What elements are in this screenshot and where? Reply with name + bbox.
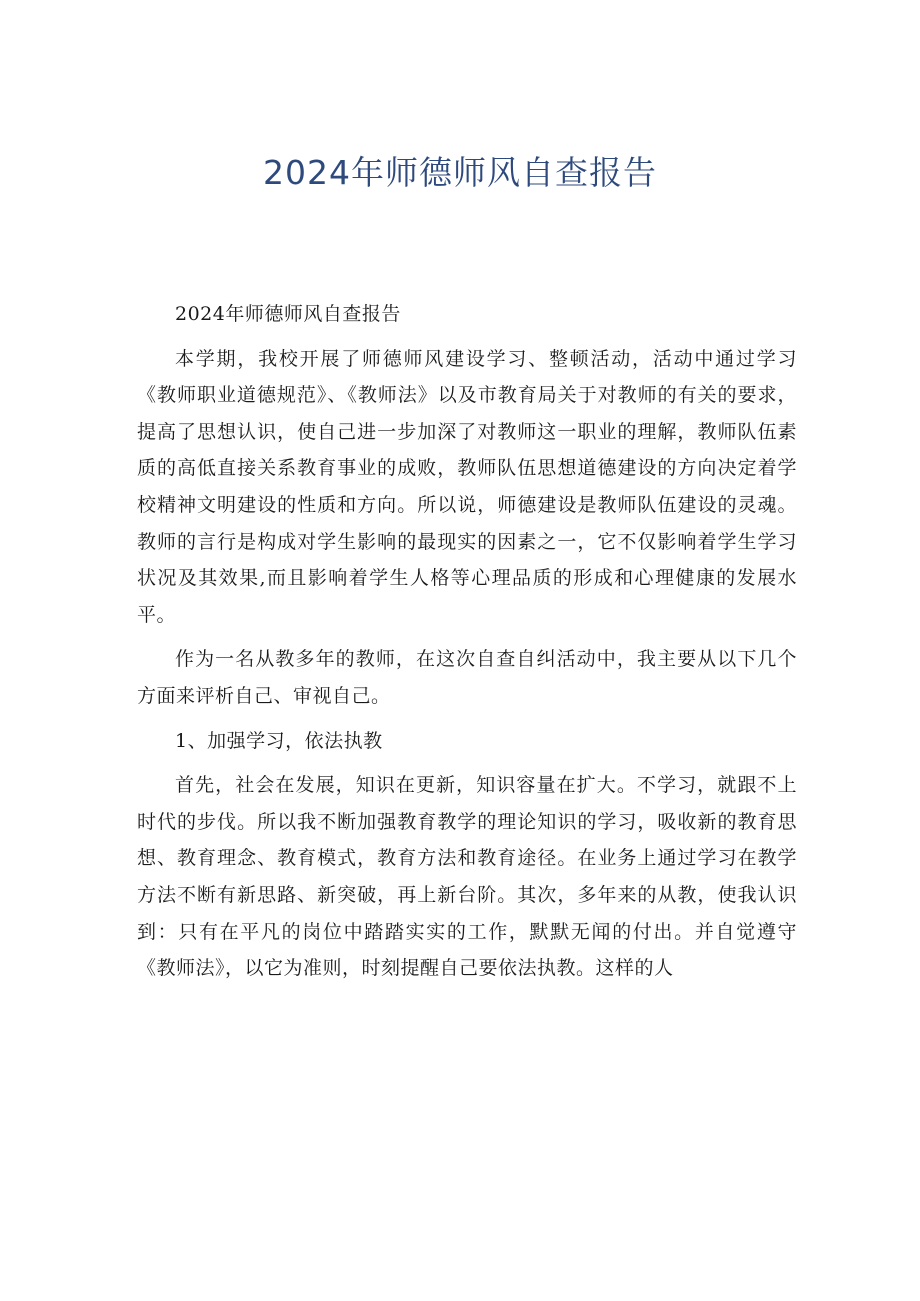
paragraph-heading: 2024年师德师风自查报告: [175, 303, 401, 325]
paragraph-intro: 本学期，我校开展了师德师风建设学习、整顿活动，活动中通过学习《教师职业道德规范》、《教师法》以及市教育局关于对教师的有关的要求，提高了思想认识，使自己进一步加深了对教师这一职业的理解，教师队伍素质的高低直接关系教育事业的成败，教师队伍思想道德建设的方向决定着学校精神文明建设的性质和方向。所以说，师德建设是教师队伍建设的灵魂。教师的言行是构成对学生影响的最现实的因素之一，它不仅影响着学生学习状况及其效果,而且影响着学生人格等心理品质的形成和心理健康的发展水平。: [137, 347, 797, 626]
document-title: 2024年师德师风自查报告: [263, 153, 657, 192]
paragraph-self-review: 作为一名从教多年的教师，在这次自查自纠活动中，我主要从以下几个方面来评析自己、审视自己。: [137, 648, 797, 707]
document-body: [137, 296, 797, 987]
paragraph-section-1: 首先，社会在发展，知识在更新，知识容量在扩大。不学习，就跟不上时代的步伐。所以我不断加强教育教学的理论知识的学习，吸收新的教育思想、教育理念、教育模式，教育方法和教育途径。在业务上通过学习在教学方法不断有新思路、新突破，再上新台阶。其次，多年来的从教，使我认识到：只有在平凡的岗位中踏踏实实的工作，默默无闻的付出。并自觉遵守《教师法》，以它为准则，时刻提醒自己要依法执教。这样的人: [137, 774, 797, 980]
section-heading-1: 1、加强学习，依法执教: [175, 729, 383, 752]
